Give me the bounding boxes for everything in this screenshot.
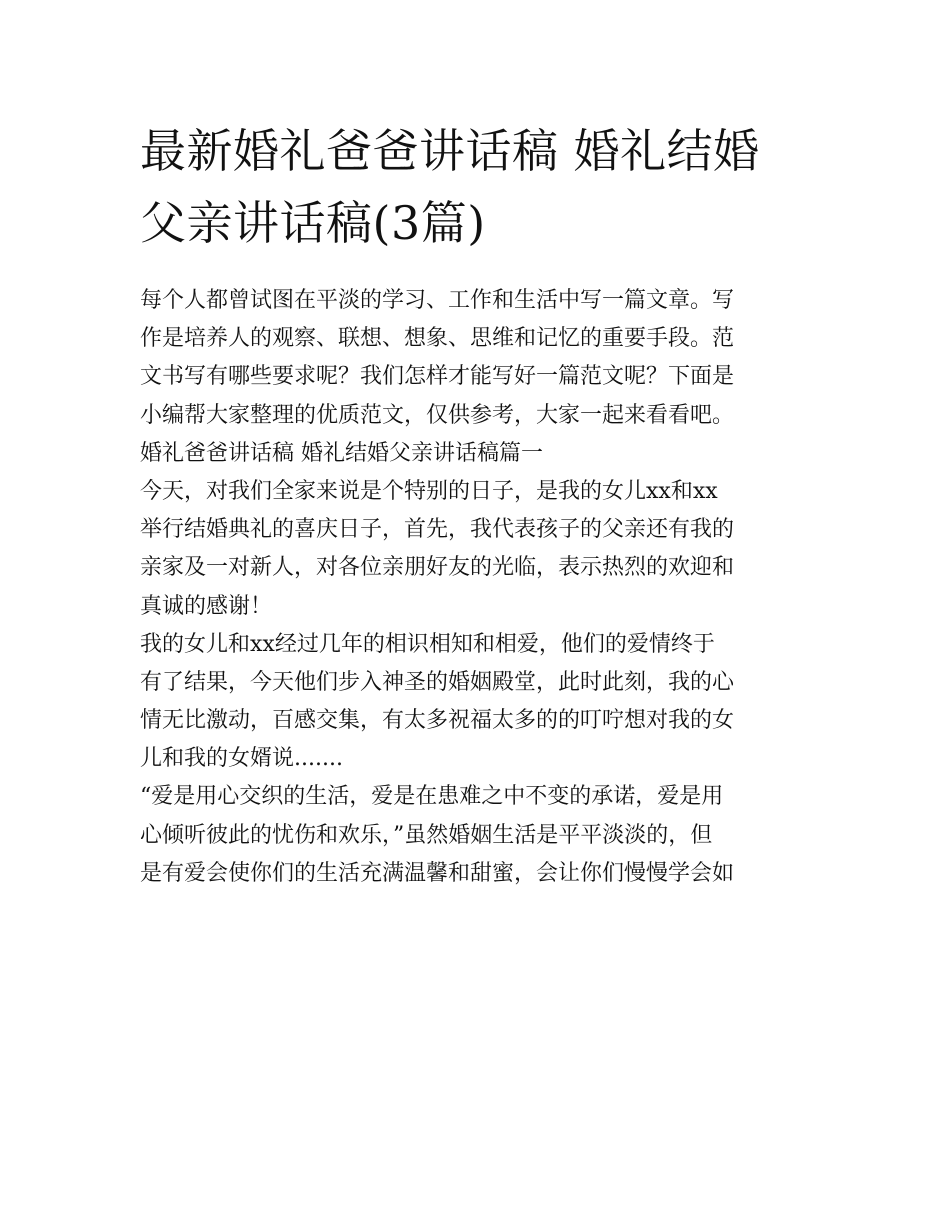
- body-line: 小编帮大家整理的优质范文，仅供参考，大家一起来看看吧。: [140, 402, 735, 428]
- body-line: 今天，对我们全家来说是个特别的日子，是我的女儿xx和xx: [140, 478, 718, 504]
- body-line: 每个人都曾试图在平淡的学习、工作和生活中写一篇文章。写: [140, 288, 735, 313]
- document-body: [140, 282, 830, 893]
- body-line: 文书写有哪些要求呢？我们怎样才能写好一篇范文呢？下面是: [140, 364, 735, 390]
- body-line: 我的女儿和xx经过几年的相识相知和相爱，他们的爱情终于: [140, 631, 715, 657]
- body-line: 情无比激动，百感交集，有太多祝福太多的的叮咛想对我的女: [140, 708, 735, 734]
- body-line: “爱是用心交织的生活，爱是在患难之中不变的承诺，爱是用: [140, 784, 724, 810]
- body-line: 举行结婚典礼的喜庆日子，首先，我代表孩子的父亲还有我的: [140, 517, 735, 543]
- title-line: 父亲讲话稿(3篇): [140, 195, 486, 250]
- body-line: 亲家及一对新人，对各位亲朋好友的光临，表示热烈的欢迎和: [140, 555, 735, 581]
- body-line: 真诚的感谢！: [140, 593, 273, 619]
- title-line: 最新婚礼爸爸讲话稿 婚礼结婚: [140, 124, 760, 178]
- body-line: 有了结果，今天他们步入神圣的婚姻殿堂，此时此刻，我的心: [140, 669, 735, 695]
- body-line: 心倾听彼此的忧伤和欢乐，”虽然婚姻生活是平平淡淡的，但: [140, 822, 713, 848]
- body-line: 作是培养人的观察、联想、想象、思维和记忆的重要手段。范: [140, 326, 735, 352]
- document-title: [140, 116, 820, 260]
- body-line: 是有爱会使你们的生活充满温馨和甜蜜，会让你们慢慢学会如: [140, 860, 735, 886]
- section-heading: 婚礼爸爸讲话稿 婚礼结婚父亲讲话稿篇一: [140, 440, 543, 466]
- body-line: 儿和我的女婿说.......: [140, 746, 343, 772]
